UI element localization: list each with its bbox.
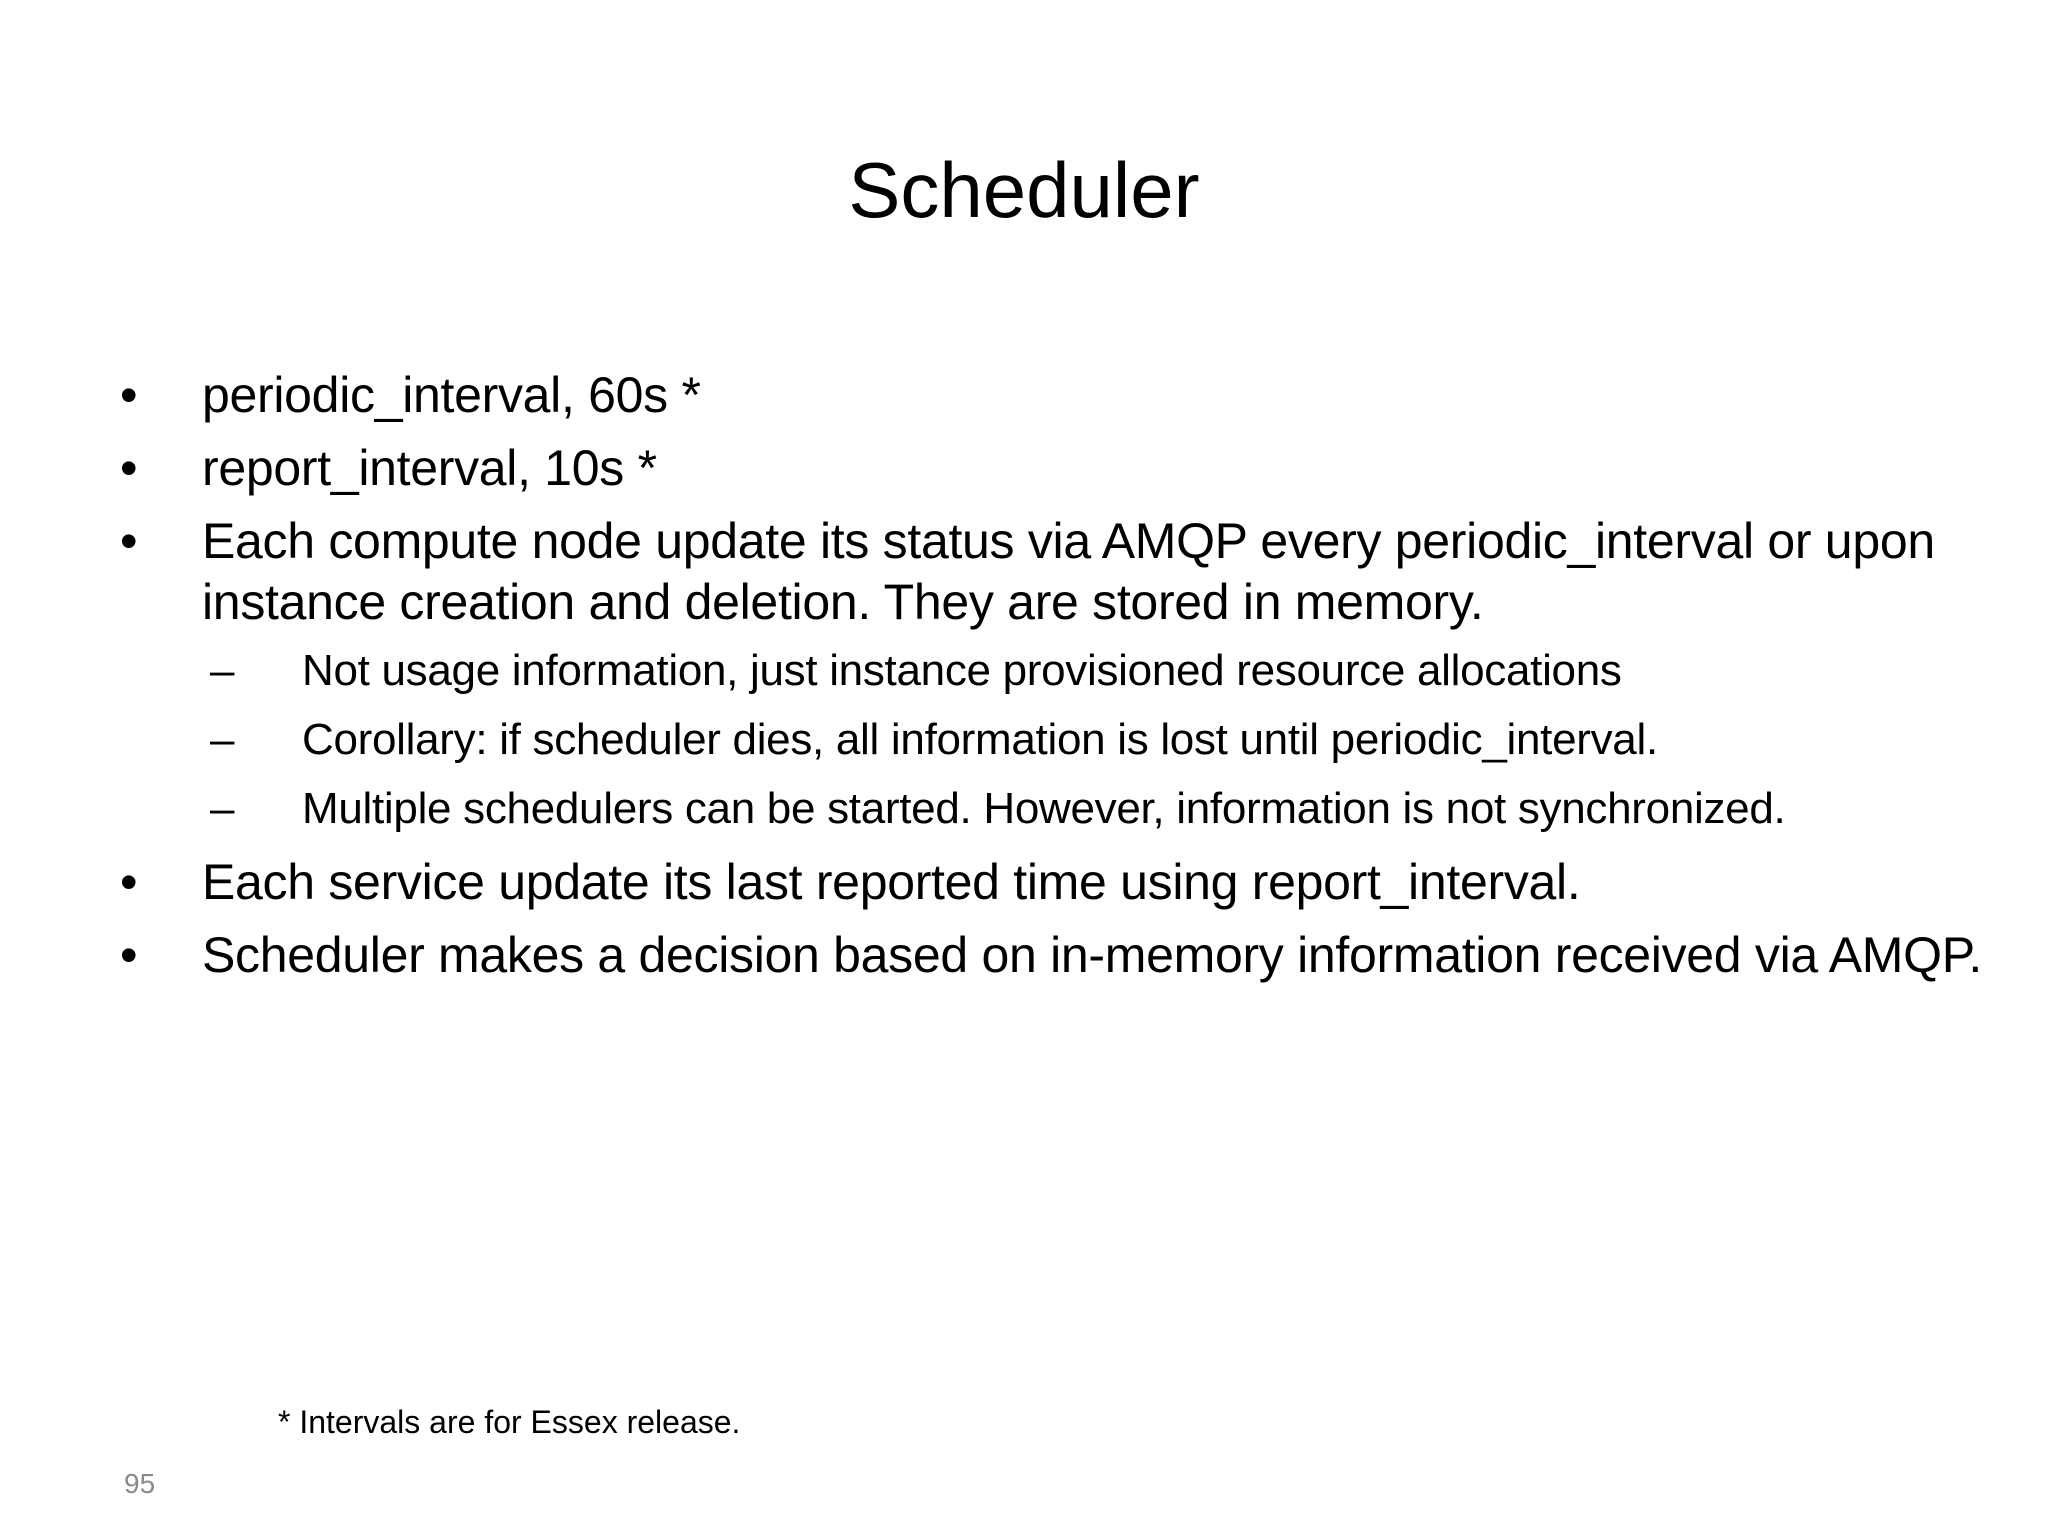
- dash-marker-icon: –: [210, 784, 235, 833]
- bullet-list: [120, 365, 1990, 998]
- sub-bullet-item: [210, 714, 1990, 766]
- sub-bullet-item: [210, 783, 1990, 835]
- sub-bullet-list: [210, 645, 1990, 835]
- bullet-text: Each service update its last reported time using report_interval.: [202, 854, 1581, 910]
- bullet-item: [120, 365, 1990, 426]
- bullet-item: [120, 511, 1990, 633]
- sub-bullet-text: Corollary: if scheduler dies, all information is lost until periodic_interval.: [302, 715, 1658, 764]
- bullet-item: [120, 925, 1990, 986]
- dash-marker-icon: –: [210, 646, 235, 695]
- bullet-marker-icon: •: [120, 440, 138, 496]
- sub-bullet-text: Multiple schedulers can be started. However, information is not synchronized.: [302, 784, 1786, 833]
- bullet-marker-icon: •: [120, 367, 138, 423]
- bullet-marker-icon: •: [120, 927, 138, 983]
- slide-title: Scheduler: [848, 146, 1200, 234]
- bullet-text: report_interval, 10s *: [202, 440, 657, 496]
- bullet-text: Each compute node update its status via AMQP every periodic_interval or upon instance creation and deletion. They are stored in memory.: [202, 513, 1935, 630]
- sub-bullet-text: Not usage information, just instance provisioned resource allocations: [302, 646, 1622, 695]
- bullet-marker-icon: •: [120, 513, 138, 569]
- dash-marker-icon: –: [210, 715, 235, 764]
- bullet-text: Scheduler makes a decision based on in-memory information received via AMQP.: [202, 927, 1982, 983]
- sub-bullet-item: [210, 645, 1990, 697]
- bullet-text: periodic_interval, 60s *: [202, 367, 701, 423]
- page-number: 95: [124, 1468, 156, 1499]
- bullet-item: [120, 438, 1990, 499]
- footnote: * Intervals are for Essex release.: [278, 1404, 741, 1440]
- bullet-marker-icon: •: [120, 854, 138, 910]
- bullet-item: [120, 852, 1990, 913]
